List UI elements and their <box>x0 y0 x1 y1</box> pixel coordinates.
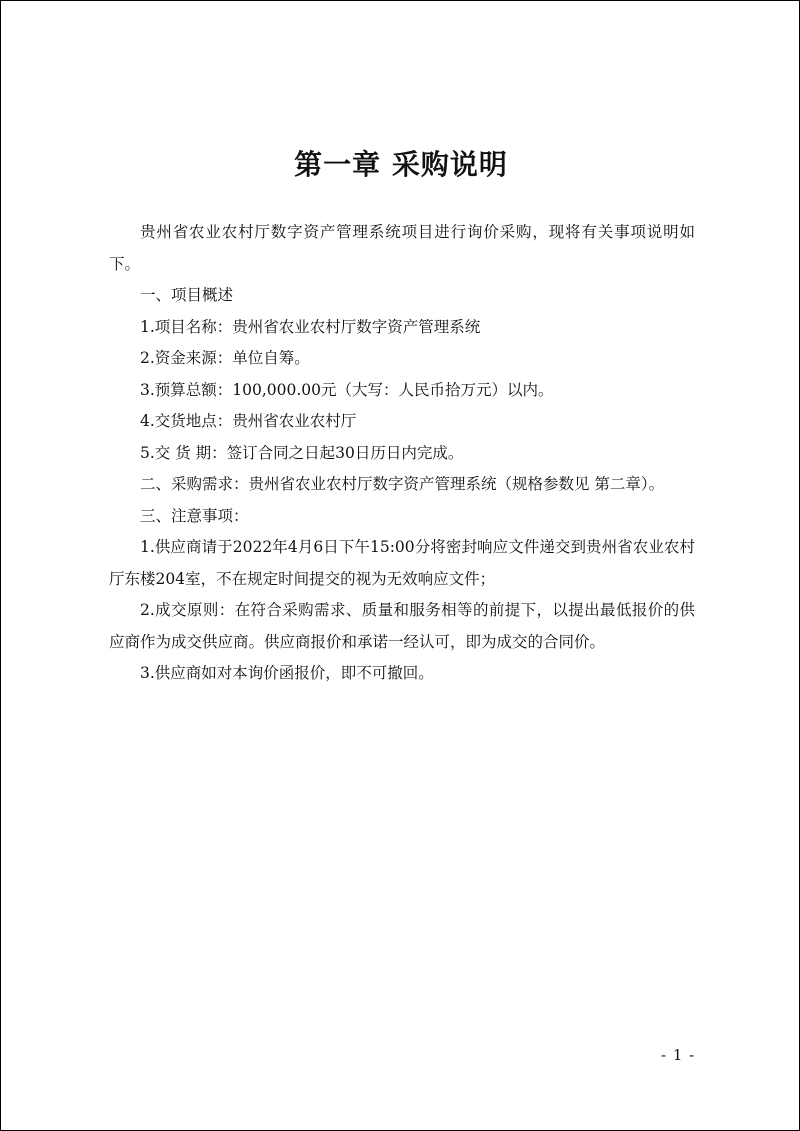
delivery-period-item: 5.交 货 期：签订合同之日起30日历日内完成。 <box>140 443 464 462</box>
procurement-requirements: 二、采购需求：贵州省农业农村厅数字资产管理系统（规格参数见 第二章）。 <box>140 475 665 493</box>
submission-note: 1.供应商请于2022年4月6日下午15:00分将密封响应文件递交到贵州省农业农村厅东楼204室，不在规定时间提交的视为无效响应文件； <box>109 538 695 588</box>
document-body <box>109 217 695 690</box>
section-heading-notes: 三、注意事项： <box>140 506 249 525</box>
award-principle-note: 2.成交原则：在符合采购需求、质量和服务相等的前提下，以提出最低报价的供应商作为成交供应商。供应商报价和承诺一经认可，即为成交的合同价。 <box>109 601 695 651</box>
irrevocable-quote-note: 3.供应商如对本询价函报价，即不可撤回。 <box>140 664 434 682</box>
page-number: - 1 - <box>661 1046 696 1064</box>
section-heading-overview: 一、项目概述 <box>140 286 234 304</box>
budget-item: 3.预算总额：100,000.00元（大写：人民币拾万元）以内。 <box>140 380 554 399</box>
project-name-item: 1.项目名称：贵州省农业农村厅数字资产管理系统 <box>140 317 481 336</box>
chapter-title: 第一章 采购说明 <box>294 148 508 181</box>
intro-paragraph: 贵州省农业农村厅数字资产管理系统项目进行询价采购，现将有关事项说明如下。 <box>109 223 695 273</box>
delivery-location-item: 4.交货地点：贵州省农业农村厅 <box>140 412 357 430</box>
funding-source-item: 2.资金来源：单位自筹。 <box>140 349 310 367</box>
